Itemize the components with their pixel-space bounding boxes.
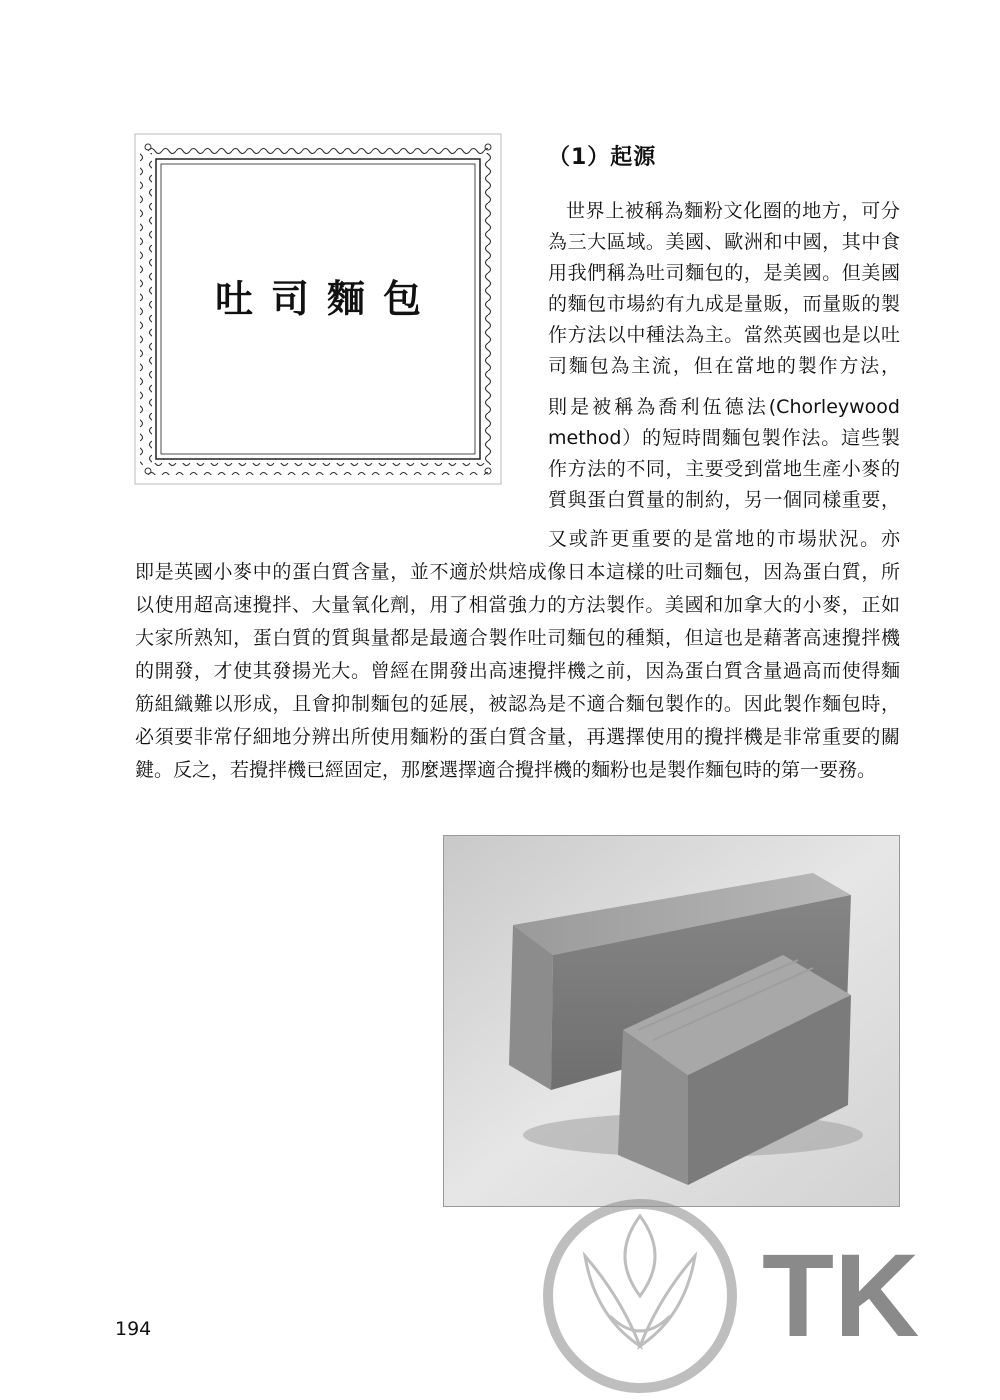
body-line: 大家所熟知，蛋白質的質與量都是最適合製作吐司麵包的種類，但這也是藉著高速攪拌機 — [135, 627, 900, 649]
body-line: 司麵包為主流，但在當地的製作方法， — [548, 355, 900, 377]
body-line: 作方法的不同，主要受到當地生產小麥的 — [548, 458, 900, 480]
body-line: method）的短時間麵包製作法。這些製 — [548, 427, 900, 449]
section-heading: （1）起源 — [548, 145, 657, 170]
chapter-title: 吐司麵包 — [214, 277, 439, 321]
bread-loaves-photo — [443, 835, 900, 1207]
body-line: 為三大區域。美國、歐洲和中國，其中食 — [548, 231, 900, 253]
body-line: 的麵包市場約有九成是量販，而量販的製 — [548, 293, 900, 315]
body-line: 鍵。反之，若攪拌機已經固定，那麼選擇適合攪拌機的麵粉也是製作麵包時的第一要務。 — [135, 759, 877, 781]
body-line: 以使用超高速攪拌、大量氧化劑，用了相當強力的方法製作。美國和加拿大的小麥，正如 — [135, 594, 900, 616]
body-line: 世界上被稱為麵粉文化圈的地方，可分 — [566, 200, 900, 222]
page-number: 194 — [115, 1318, 152, 1340]
body-line: 又或許更重要的是當地的市場狀況。亦 — [548, 528, 900, 550]
body-line: 質與蛋白質量的制約，另一個同樣重要， — [548, 489, 900, 511]
body-line: 的開發，才使其發揚光大。曾經在開發出高速攪拌機之前，因為蛋白質含量過高而使得麵 — [135, 660, 900, 682]
logo-text: TK — [762, 1230, 920, 1362]
title-box — [134, 133, 502, 485]
body-line: 則是被稱為喬利伍德法(Chorleywood — [548, 396, 900, 418]
body-line: 用我們稱為吐司麵包的，是美國。但美國 — [548, 262, 900, 284]
publisher-logo — [540, 1196, 980, 1396]
body-line: 必須要非常仔細地分辨出所使用麵粉的蛋白質含量，再選擇使用的攪拌機是非常重要的關 — [135, 726, 900, 748]
body-line: 筋組織難以形成，且會抑制麵包的延展，被認為是不適合麵包製作的。因此製作麵包時， — [135, 693, 900, 715]
body-line: 作方法以中種法為主。當然英國也是以吐 — [548, 324, 900, 346]
body-line: 即是英國小麥中的蛋白質含量，並不適於烘焙成像日本這樣的吐司麵包，因為蛋白質，所 — [135, 561, 900, 583]
